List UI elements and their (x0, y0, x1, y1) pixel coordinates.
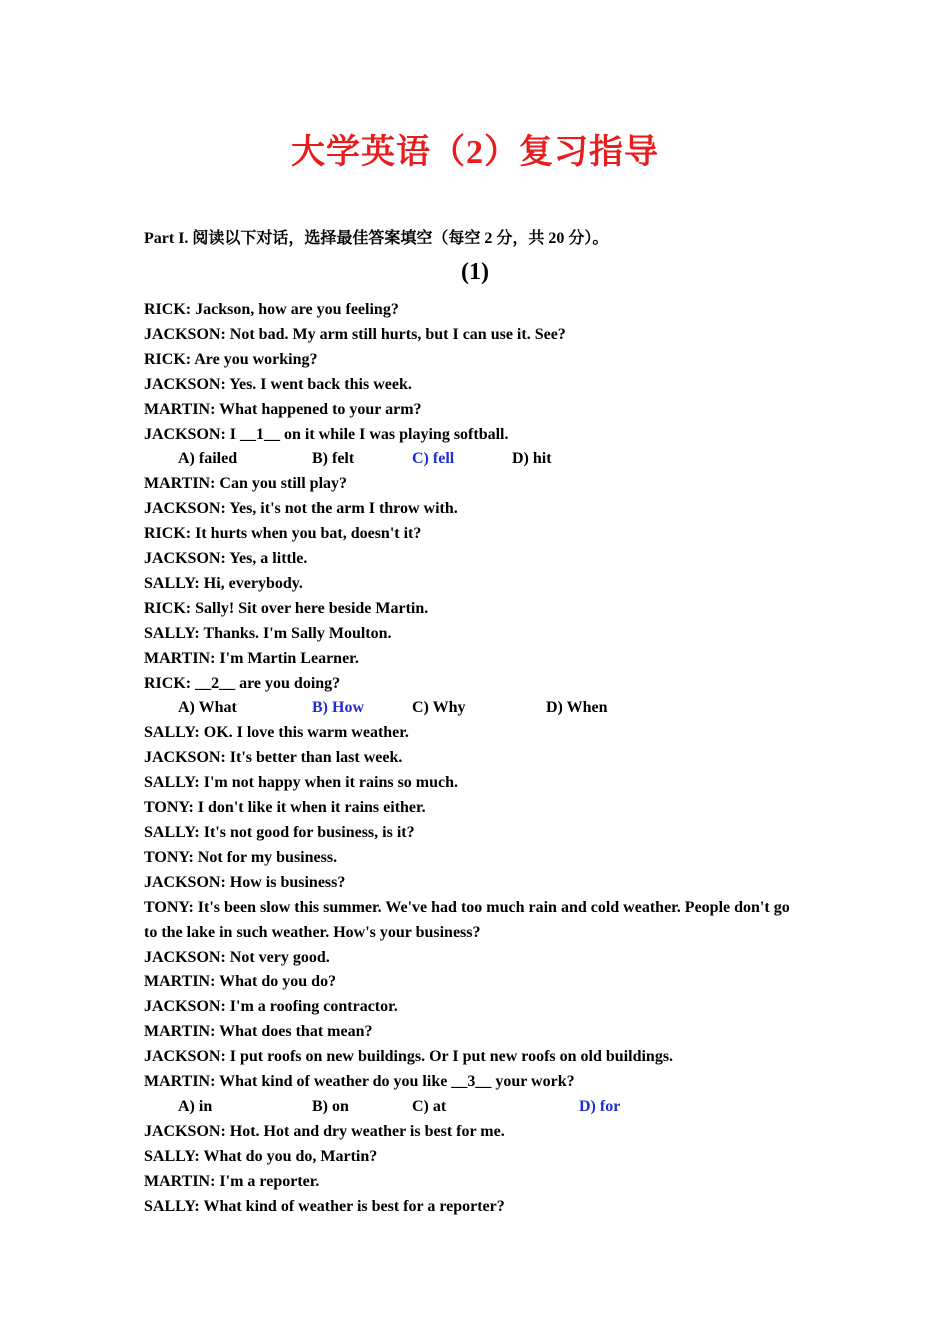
dialogue-line: MARTIN: What do you do? (144, 973, 337, 991)
dialogue-line: RICK: Are you working? (144, 350, 318, 368)
dialogue-line: MARTIN: Can you still play? (144, 475, 348, 493)
dialogue-line: MARTIN: What does that mean? (144, 1023, 373, 1041)
dialogue-line: RICK: __2__ are you doing? (144, 674, 341, 692)
answer-option: A) in (178, 1097, 213, 1115)
dialogue-line: JACKSON: Yes, a little. (144, 550, 308, 568)
answer-option: C) Why (412, 699, 466, 717)
dialogue-line: RICK: It hurts when you bat, doesn't it? (144, 525, 422, 543)
dialogue-line: SALLY: I'm not happy when it rains so much. (144, 774, 459, 792)
document-title: 大学英语（2）复习指导 (291, 134, 659, 171)
dialogue-line: TONY: It's been slow this summer. We've had too much rain and cold weather. People don't go to the lake in such weather. How's your business? (144, 898, 790, 941)
dialogue-line: JACKSON: I'm a roofing contractor. (144, 998, 398, 1016)
dialogue-line: SALLY: OK. I love this warm weather. (144, 724, 409, 742)
part-instruction: Part I. 阅读以下对话，选择最佳答案填空（每空 2 分，共 20 分）。 (144, 230, 609, 247)
dialogue-line: JACKSON: Not very good. (144, 948, 330, 966)
answer-options (144, 1095, 806, 1120)
dialogue-line: JACKSON: Not bad. My arm still hurts, but I can use it. See? (144, 325, 566, 343)
dialogue-line: MARTIN: I'm a reporter. (144, 1172, 320, 1190)
answer-option-correct: C) fell (412, 450, 455, 468)
dialogue-line: RICK: Jackson, how are you feeling? (144, 301, 399, 318)
section-number: (1) (461, 259, 489, 285)
answer-option-correct: B) How (312, 699, 364, 717)
dialogue-line: MARTIN: I'm Martin Learner. (144, 649, 359, 667)
dialogue-line: SALLY: What kind of weather is best for a reporter? (144, 1197, 505, 1215)
dialogue-line: JACKSON: It's better than last week. (144, 749, 403, 767)
answer-option: B) on (312, 1097, 349, 1115)
dialogue-line: SALLY: What do you do, Martin? (144, 1147, 378, 1165)
answer-option: A) What (178, 699, 237, 717)
dialogue-line: TONY: I don't like it when it rains either. (144, 799, 426, 817)
answer-options (144, 447, 806, 472)
dialogue-line: JACKSON: Hot. Hot and dry weather is best for me. (144, 1122, 505, 1140)
answer-option: D) When (546, 699, 608, 717)
dialogue-line: SALLY: Thanks. I'm Sally Moulton. (144, 624, 392, 642)
dialogue-line: RICK: Sally! Sit over here beside Martin. (144, 599, 429, 617)
dialogue-body (144, 298, 806, 1219)
answer-option: D) hit (512, 450, 552, 468)
dialogue-line: JACKSON: Yes. I went back this week. (144, 375, 412, 393)
dialogue-line: JACKSON: I __1__ on it while I was playing softball. (144, 425, 509, 443)
dialogue-line: SALLY: Hi, everybody. (144, 574, 303, 592)
dialogue-line: JACKSON: I put roofs on new buildings. Or I put new roofs on old buildings. (144, 1048, 674, 1066)
answer-option: B) felt (312, 450, 355, 468)
dialogue-line: JACKSON: How is business? (144, 873, 346, 891)
answer-option: C) at (412, 1097, 447, 1115)
answer-option: A) failed (178, 450, 238, 468)
dialogue-line: JACKSON: Yes, it's not the arm I throw with. (144, 500, 458, 518)
dialogue-line: MARTIN: What kind of weather do you like __3__ your work? (144, 1073, 575, 1091)
dialogue-line: SALLY: It's not good for business, is it? (144, 824, 415, 841)
answer-option-correct: D) for (579, 1097, 621, 1115)
answer-options (144, 696, 806, 721)
dialogue-line: MARTIN: What happened to your arm? (144, 400, 422, 418)
dialogue-line: TONY: Not for my business. (144, 848, 338, 866)
